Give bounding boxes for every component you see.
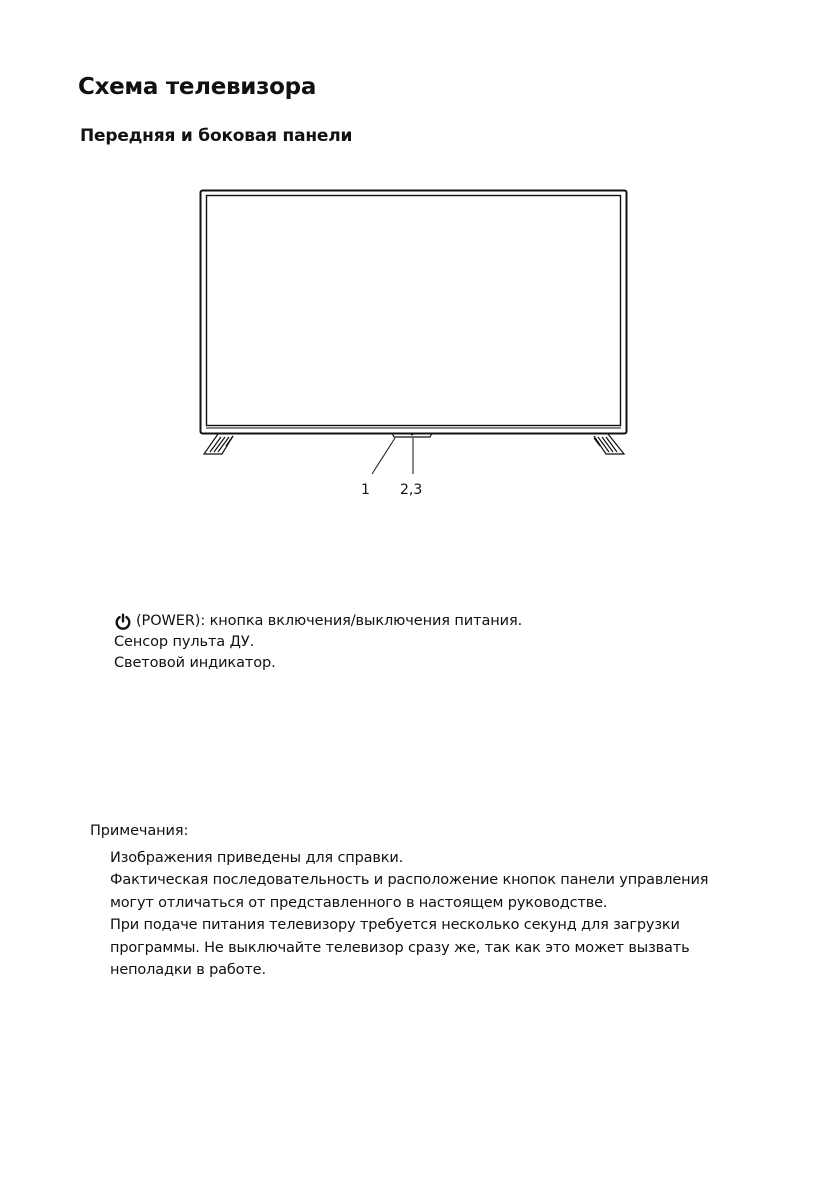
- notes-line: При подаче питания телевизору требуется несколько секунд для загрузки: [110, 917, 680, 934]
- feature-text-indicator: Световой индикатор.: [114, 655, 276, 671]
- feature-item-power: [114, 611, 522, 632]
- notes-line: Изображения приведены для справки.: [110, 850, 404, 866]
- tv-screen: [207, 196, 621, 426]
- tv-front-diagram: [0, 0, 840, 520]
- notes-line: программы. Не выключайте телевизор сразу же, так как это может вызвать: [110, 939, 690, 956]
- notes-line: Фактическая последовательность и расположение кнопок панели управления: [110, 872, 709, 889]
- notes-line: неполадки в работе.: [110, 962, 266, 979]
- feature-item-indicator: [114, 653, 522, 674]
- tv-bezel: [201, 191, 627, 434]
- feature-text-power: (POWER): кнопка включения/выключения питания.: [136, 613, 523, 629]
- notes-line: могут отличаться от представленного в настоящем руководстве.: [110, 894, 608, 911]
- callout-line-1: [372, 438, 395, 474]
- feature-item-remote-sensor: [114, 632, 522, 653]
- callout-label-2-3: 2,3: [400, 482, 423, 498]
- notes-heading: Примечания:: [90, 823, 189, 839]
- notes-body: [110, 847, 800, 981]
- power-icon: [114, 613, 132, 631]
- left-stand: [204, 434, 233, 454]
- page-title: Схема телевизора: [78, 74, 317, 100]
- callout-label-1: 1: [361, 482, 370, 498]
- feature-text-remote-sensor: Сенсор пульта ДУ.: [114, 634, 255, 650]
- right-stand: [594, 434, 624, 454]
- section-title: Передняя и боковая панели: [80, 126, 353, 146]
- feature-list: [114, 611, 522, 674]
